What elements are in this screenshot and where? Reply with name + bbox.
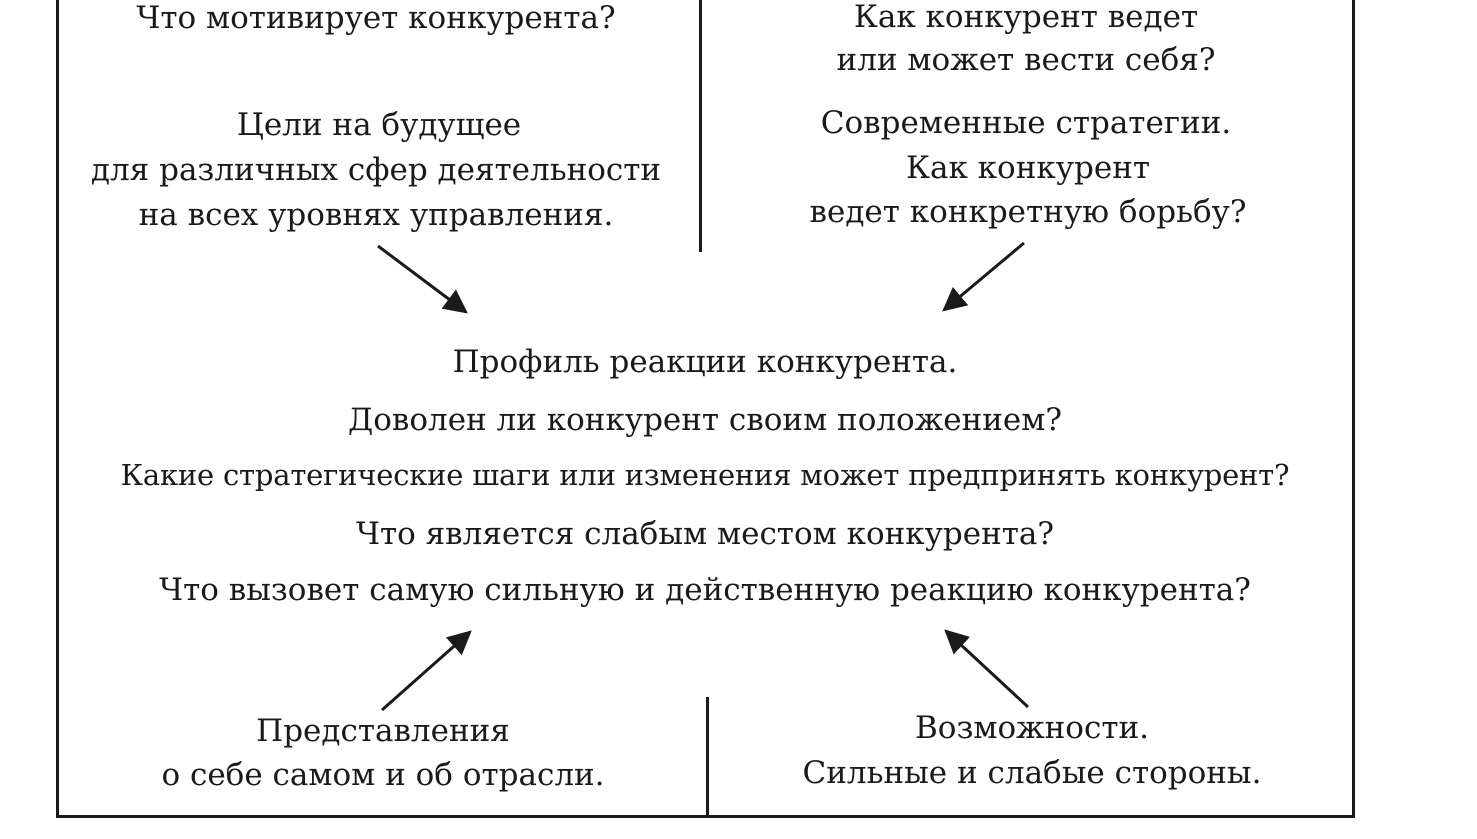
arrow-top-left xyxy=(378,246,466,312)
top-left-question: Что мотивирует конкурента? xyxy=(136,0,616,36)
top-left-line-2: для различных сфер деятельности xyxy=(90,152,662,188)
top-right-question-line-1: Как конкурент ведет xyxy=(853,0,1199,35)
arrow-top-right xyxy=(944,243,1024,310)
bottom-right-line-1: Возможности. xyxy=(915,710,1149,746)
center-question-2: Какие стратегические шаги или изменения может предпринять конкурент? xyxy=(120,458,1290,492)
center-question-4: Что вызовет самую сильную и действенную реакцию конкурента? xyxy=(159,572,1251,608)
bottom-right-line-2: Сильные и слабые стороны. xyxy=(802,755,1262,791)
center-question-1: Доволен ли конкурент своим положением? xyxy=(348,402,1062,438)
top-left-line-1: Цели на будущее xyxy=(236,107,522,143)
arrow-bottom-right xyxy=(946,631,1028,707)
top-right-question-line-2: или может вести себя? xyxy=(836,42,1216,78)
center-title: Профиль реакции конкурента. xyxy=(452,344,958,380)
top-right-line-1: Современные стратегии. xyxy=(820,105,1232,141)
bottom-left-line-2: о себе самом и об отрасли. xyxy=(161,757,605,793)
top-right-line-3: ведет конкретную борьбу? xyxy=(809,194,1247,230)
top-left-line-3: на всех уровнях управления. xyxy=(138,197,614,233)
top-right-line-2: Как конкурент xyxy=(905,150,1151,186)
arrow-bottom-left xyxy=(382,632,470,710)
bottom-left-line-1: Представления xyxy=(256,713,510,749)
center-question-3: Что является слабым местом конкурента? xyxy=(355,516,1054,552)
